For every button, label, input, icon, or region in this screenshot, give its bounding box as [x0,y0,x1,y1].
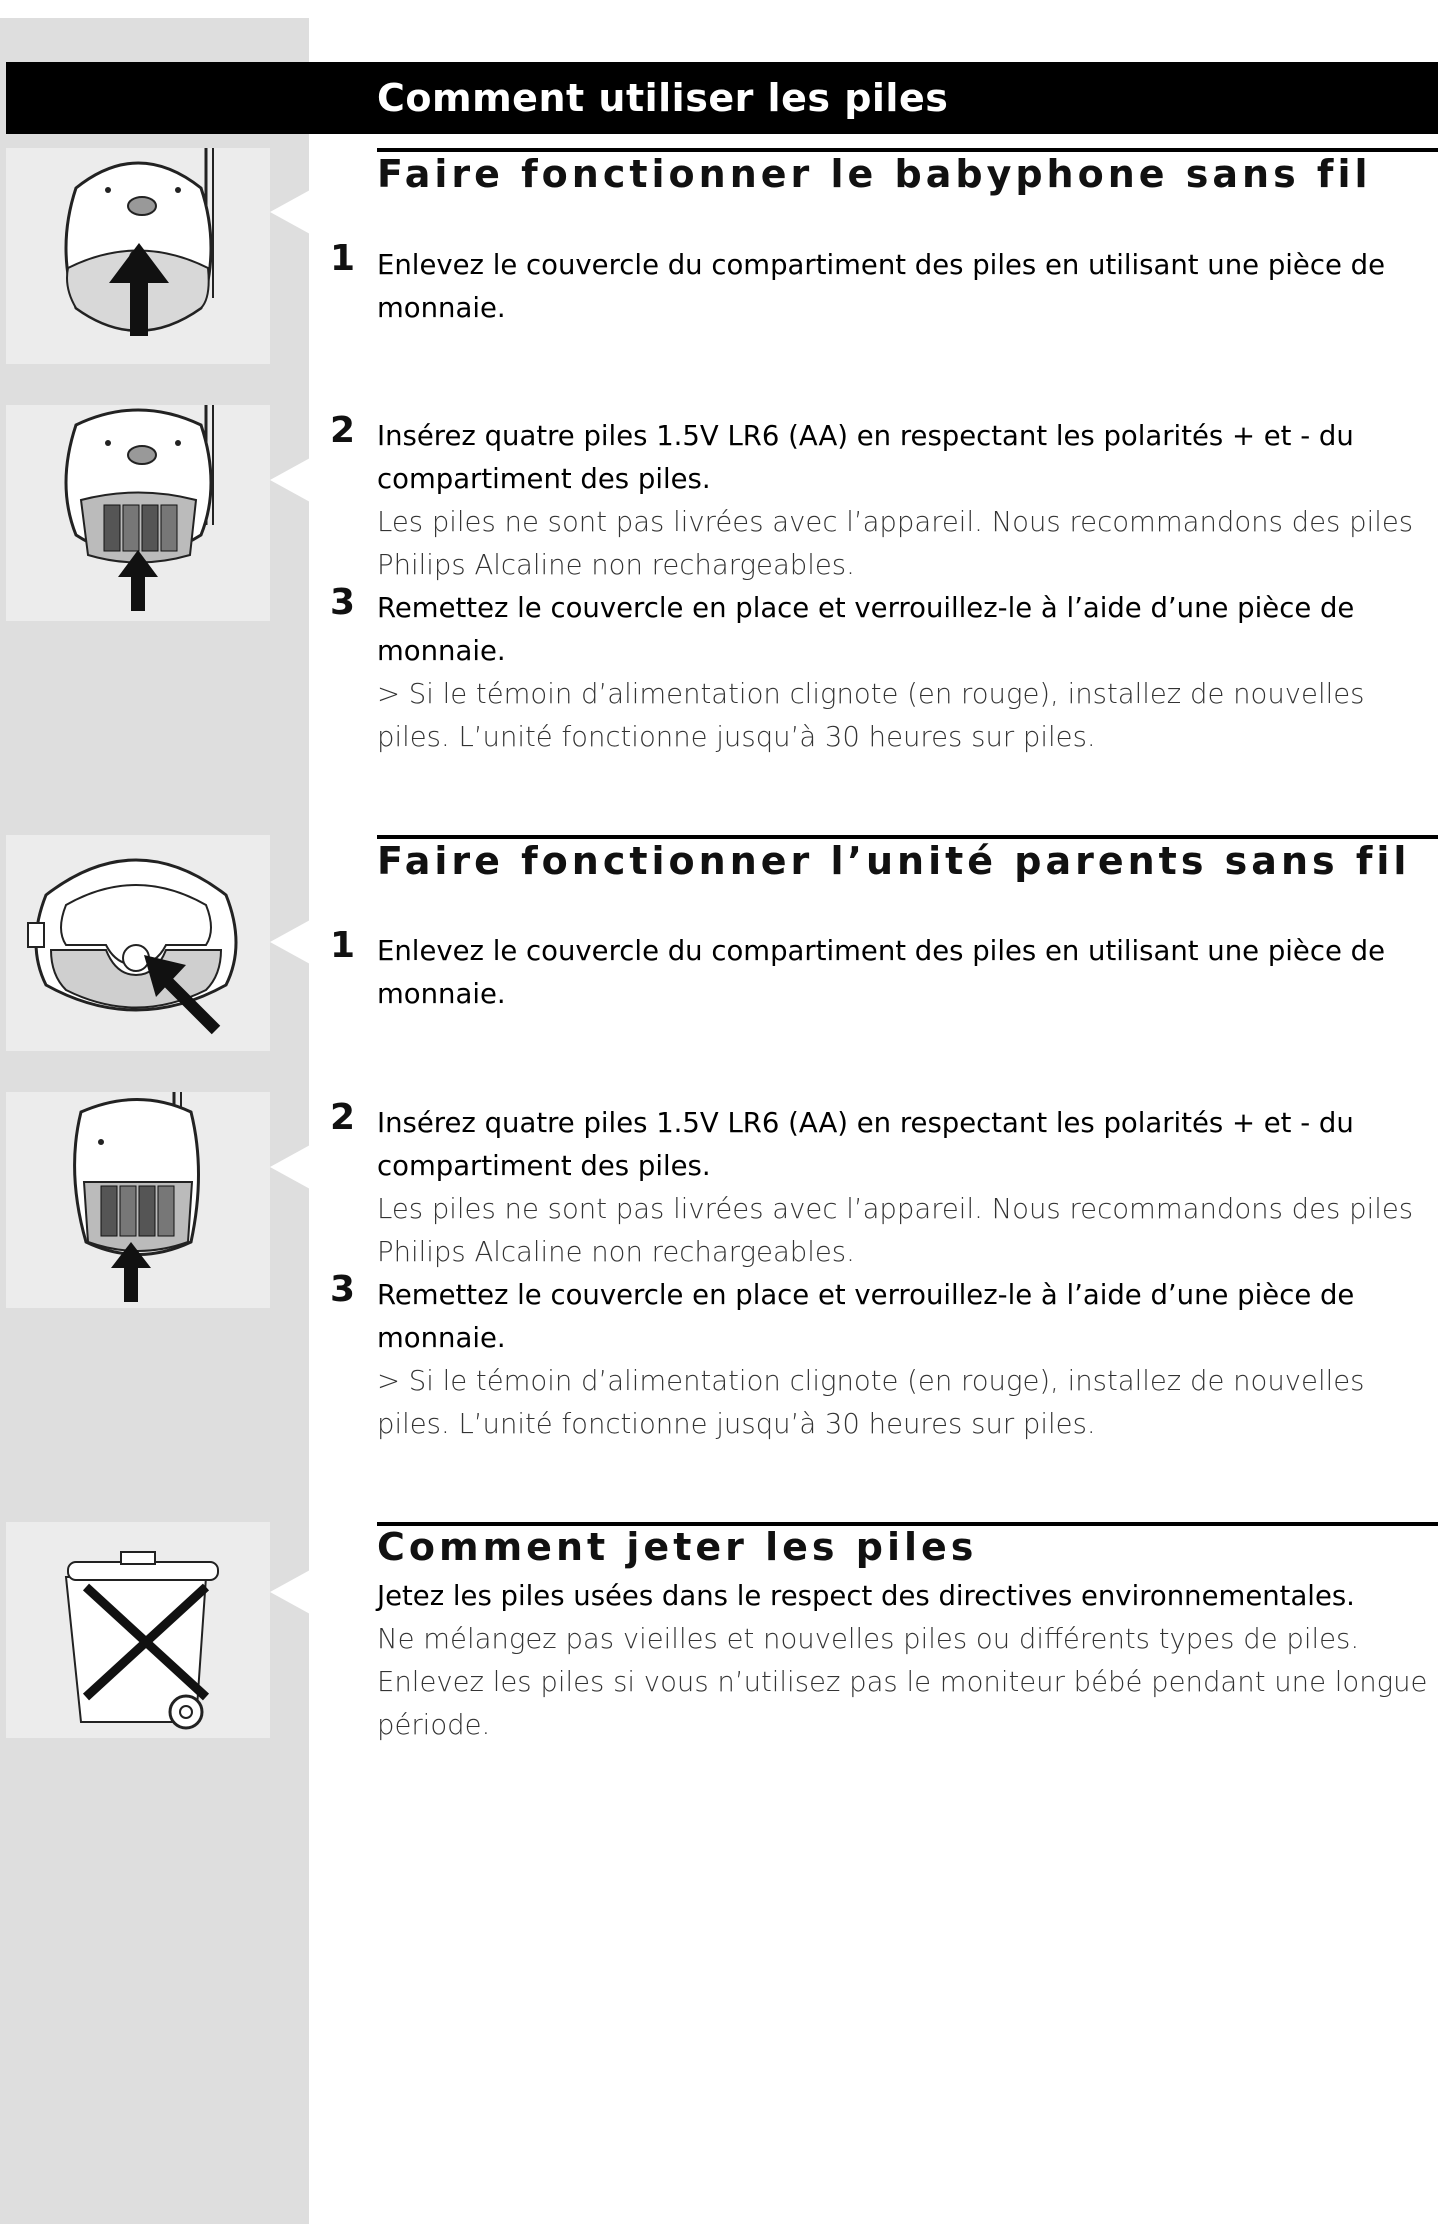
illustration-pointer [270,920,310,964]
section-title-parent-unit: Faire fonctionner l’unité parents sans fil [377,839,1411,883]
page-title: Comment utiliser les piles [377,76,949,120]
baby-unit-batteries-illustration [6,405,270,621]
step-number: 3 [330,1269,356,1310]
disposal-body: Ne mélangez pas vieilles et nouvelles piles ou différents types de piles. Enlevez les piles si vous n’utilisez pas le moniteur bébé pendant une longue période. [377,1623,1428,1741]
step-number: 3 [330,582,356,623]
step-instruction: Insérez quatre piles 1.5V LR6 (AA) en respectant les polarités + et - du compartiment des piles. [377,1107,1354,1182]
step-instruction: Enlevez le couvercle du compartiment des piles en utilisant une pièce de monnaie. [377,249,1385,324]
step-instruction: Enlevez le couvercle du compartiment des piles en utilisant une pièce de monnaie. [377,935,1385,1010]
step-instruction: Remettez le couvercle en place et verrouillez-le à l’aide d’une pièce de monnaie. [377,592,1355,667]
illustration-pointer [270,1145,310,1189]
illustration-pointer [270,1570,310,1614]
step-note: Les piles ne sont pas livrées avec l’appareil. Nous recommandons des piles Philips Alcaline non rechargeables. [377,506,1414,581]
parent-unit-batteries-illustration [6,1092,270,1308]
step-text [377,930,1437,1016]
step-instruction: Insérez quatre piles 1.5V LR6 (AA) en respectant les polarités + et - du compartiment des piles. [377,420,1354,495]
crossed-bin-illustration [6,1522,270,1738]
step-text [377,587,1437,759]
section-title-battery-disposal: Comment jeter les piles [377,1525,978,1569]
step-instruction: Remettez le couvercle en place et verrouillez-le à l’aide d’une pièce de monnaie. [377,1279,1355,1354]
step-note: Les piles ne sont pas livrées avec l’appareil. Nous recommandons des piles Philips Alcaline non rechargeables. [377,1193,1414,1268]
step-number: 2 [330,1097,356,1138]
disposal-lead: Jetez les piles usées dans le respect des directives environnementales. [377,1580,1355,1612]
step-text [377,415,1437,587]
step-text [377,1102,1437,1274]
step-note: > Si le témoin d’alimentation clignote (en rouge), installez de nouvelles piles. L’unité fonctionne jusqu’à 30 heures sur piles. [377,678,1365,753]
step-note: > Si le témoin d’alimentation clignote (en rouge), installez de nouvelles piles. L’unité fonctionne jusqu’à 30 heures sur piles. [377,1365,1365,1440]
disposal-text [377,1575,1437,1747]
step-number: 1 [330,925,356,966]
baby-unit-cover-illustration [6,148,270,364]
illustration-pointer [270,458,310,502]
step-number: 2 [330,410,356,451]
illustration-pointer [270,190,310,234]
step-text [377,244,1437,330]
parent-unit-cover-illustration [6,835,270,1051]
step-number: 1 [330,238,356,279]
section-title-baby-unit: Faire fonctionner le babyphone sans fil [377,152,1372,196]
step-text [377,1274,1437,1446]
